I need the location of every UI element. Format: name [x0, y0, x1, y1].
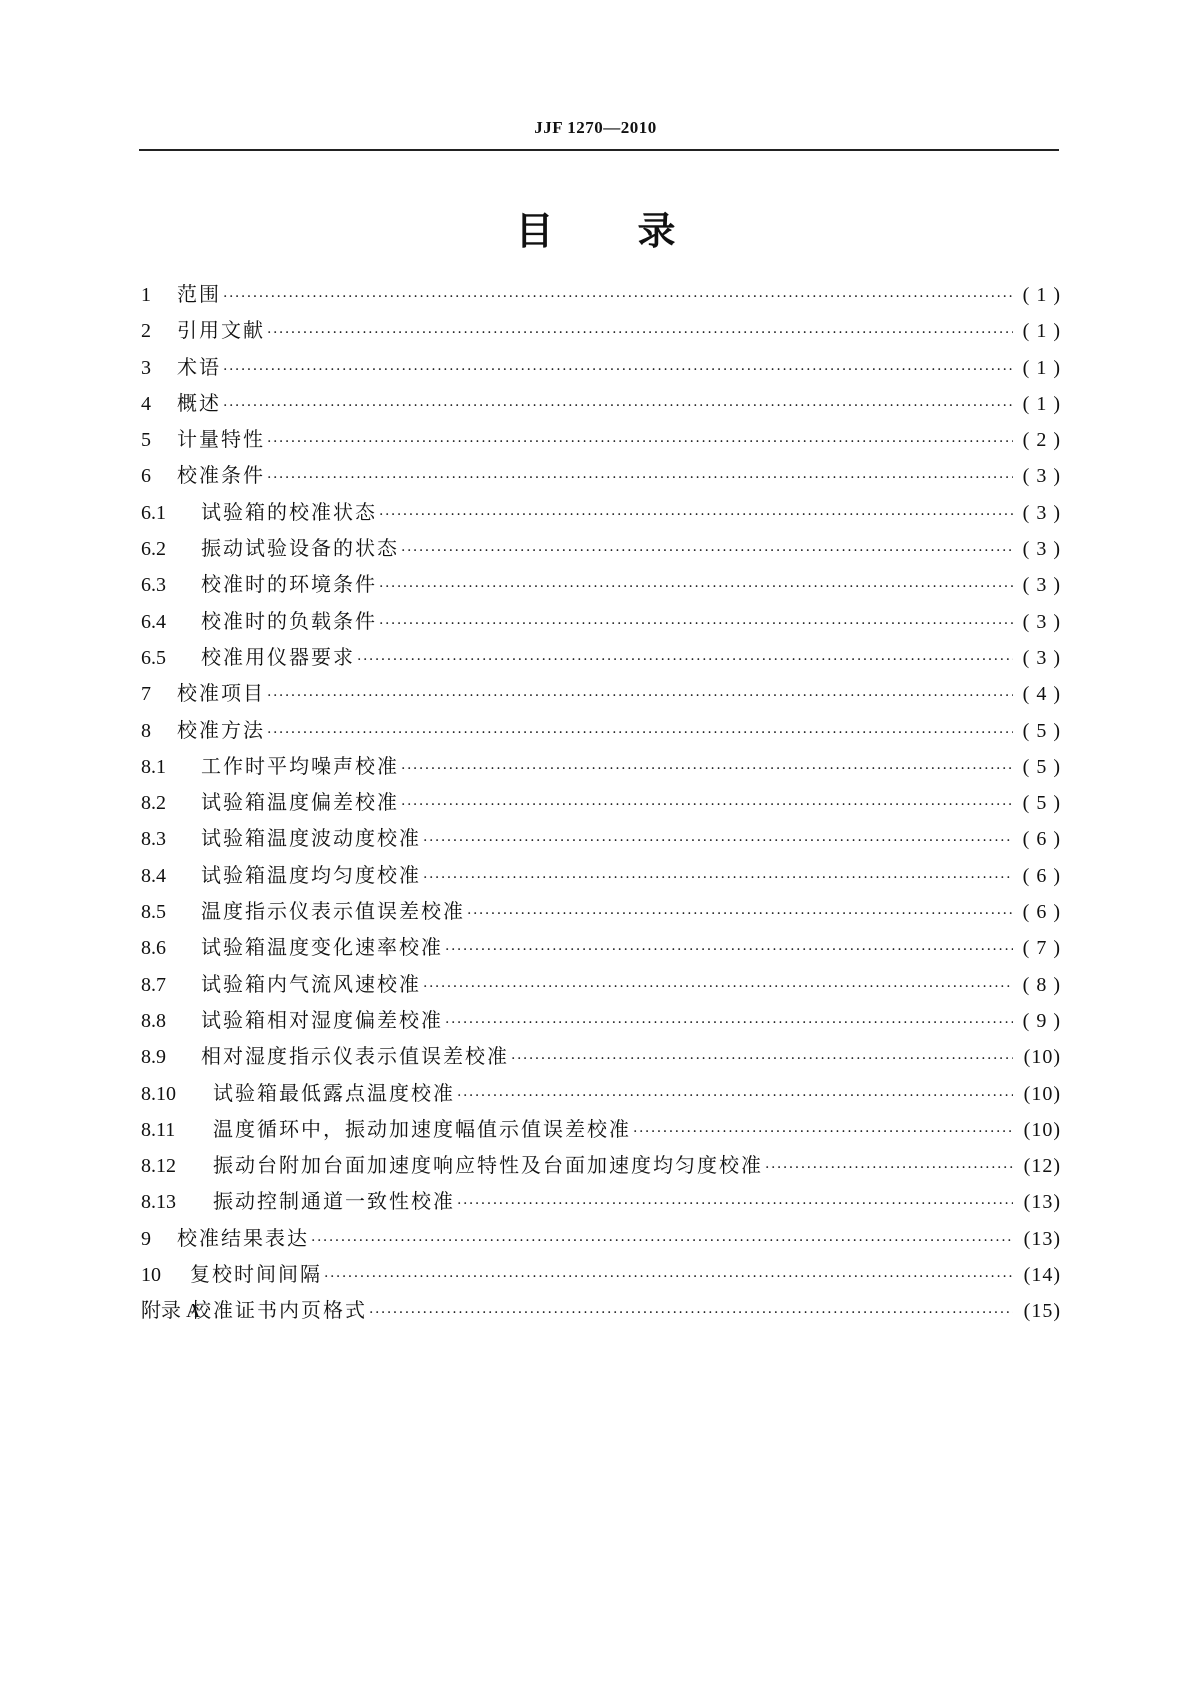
- dot-leader: [423, 979, 1013, 995]
- toc-entry-page: ( 3 ): [1022, 574, 1061, 597]
- toc-entry[interactable]: [141, 750, 1061, 786]
- toc-entry-number: 6.2: [141, 538, 166, 561]
- toc-entry-number: 8.1: [141, 755, 166, 778]
- toc-entry[interactable]: [141, 1149, 1061, 1185]
- toc-entry-number: 3: [141, 356, 151, 379]
- toc-entry-title: 相对湿度指示仪表示值误差校准: [201, 1044, 509, 1069]
- toc-entry[interactable]: [141, 859, 1061, 895]
- toc-entry-page: (10): [1023, 1046, 1061, 1069]
- header-rule: [139, 149, 1059, 151]
- dot-leader: [457, 1088, 1013, 1104]
- toc-entry-number: 8: [141, 719, 151, 742]
- toc-entry[interactable]: [141, 496, 1061, 532]
- toc-entry[interactable]: [141, 1258, 1061, 1294]
- toc-entry-page: (10): [1023, 1082, 1061, 1105]
- toc-entry-number: 6.5: [141, 646, 166, 669]
- toc-entry-page: ( 1 ): [1022, 356, 1061, 379]
- toc-entry-title: 工作时平均噪声校准: [201, 753, 399, 778]
- page-title: [0, 200, 1191, 255]
- toc-entry-title: 校准用仪器要求: [201, 644, 355, 669]
- toc-entry-number: 2: [141, 320, 151, 343]
- toc-entry-page: ( 3 ): [1022, 538, 1061, 561]
- toc-entry-title: 引用文献: [177, 318, 265, 343]
- toc-entry-title: 校准时的环境条件: [201, 572, 377, 597]
- toc-entry[interactable]: [141, 1113, 1061, 1149]
- dot-leader: [445, 942, 1013, 958]
- toc-entry-title: 术语: [177, 354, 221, 379]
- toc-entry-number: 8.5: [141, 901, 166, 924]
- toc-entry-number: 9: [141, 1227, 151, 1250]
- toc-entry-title: 校准条件: [177, 463, 265, 488]
- toc-entry-page: (14): [1023, 1264, 1061, 1287]
- dot-leader: [223, 289, 1013, 305]
- toc-entry[interactable]: [141, 895, 1061, 931]
- toc-entry-number: 8.10: [141, 1082, 176, 1105]
- toc-entry[interactable]: [141, 931, 1061, 967]
- toc-entry[interactable]: [141, 459, 1061, 495]
- toc-entry-number: 附录 A: [141, 1300, 201, 1323]
- toc-entry-number: 8.7: [141, 973, 166, 996]
- toc-entry-title: 校准结果表达: [177, 1225, 309, 1250]
- toc-entry[interactable]: [141, 1294, 1061, 1330]
- dot-leader: [401, 543, 1013, 559]
- toc-entry-number: 8.6: [141, 937, 166, 960]
- dot-leader: [369, 1305, 1013, 1321]
- dot-leader: [311, 1233, 1013, 1249]
- dot-leader: [765, 1160, 1013, 1176]
- toc-entry-page: ( 6 ): [1022, 864, 1061, 887]
- toc-entry-page: ( 7 ): [1022, 937, 1061, 960]
- toc-entry-page: ( 1 ): [1022, 284, 1061, 306]
- title-char: 录: [637, 209, 676, 253]
- toc-entry-title: 校准时的负载条件: [201, 608, 377, 633]
- document-code-header: JJF 1270—2010: [534, 118, 657, 137]
- dot-leader: [324, 1269, 1013, 1285]
- toc-entry-page: ( 5 ): [1022, 792, 1061, 815]
- toc-entry-number: 1: [141, 284, 151, 306]
- dot-leader: [457, 1196, 1013, 1212]
- toc-entry-page: ( 5 ): [1022, 719, 1061, 742]
- toc-entry[interactable]: [141, 1222, 1061, 1258]
- toc-entry-title: 试验箱温度变化速率校准: [201, 935, 443, 960]
- toc-entry-number: 6.4: [141, 610, 166, 633]
- dot-leader: [223, 398, 1013, 414]
- toc-entry-page: (12): [1023, 1155, 1061, 1178]
- toc-entry-number: 6: [141, 465, 151, 488]
- dot-leader: [379, 579, 1013, 595]
- toc-entry-number: 8.12: [141, 1155, 176, 1178]
- toc-entry[interactable]: [141, 1004, 1061, 1040]
- toc-entry-page: ( 3 ): [1022, 465, 1061, 488]
- toc-entry-page: (13): [1023, 1227, 1061, 1250]
- dot-leader: [401, 761, 1013, 777]
- toc-entry-page: ( 5 ): [1022, 755, 1061, 778]
- toc-entry[interactable]: [141, 314, 1061, 350]
- toc-entry-page: ( 6 ): [1022, 901, 1061, 924]
- toc-entry-title: 范围: [177, 282, 221, 306]
- toc-entry-page: ( 3 ): [1022, 646, 1061, 669]
- toc-entry-title: 复校时间间隔: [190, 1262, 322, 1287]
- dot-leader: [267, 434, 1013, 450]
- dot-leader: [467, 906, 1013, 922]
- toc-entry-page: ( 1 ): [1022, 320, 1061, 343]
- dot-leader: [379, 507, 1013, 523]
- toc-entry[interactable]: [141, 351, 1061, 387]
- toc-entry-page: ( 6 ): [1022, 828, 1061, 851]
- toc-entry-number: 8.9: [141, 1046, 166, 1069]
- toc-entry-page: ( 8 ): [1022, 973, 1061, 996]
- dot-leader: [267, 725, 1013, 741]
- toc-entry[interactable]: [141, 387, 1061, 423]
- toc-entry[interactable]: [141, 641, 1061, 677]
- dot-leader: [511, 1051, 1013, 1067]
- toc-entry[interactable]: [141, 822, 1061, 858]
- toc-entry-title: 试验箱最低露点温度校准: [213, 1080, 455, 1105]
- dot-leader: [423, 870, 1013, 886]
- toc-entry-page: ( 9 ): [1022, 1009, 1061, 1032]
- toc-entry-title: 概述: [177, 390, 221, 415]
- toc-entry-number: 8.13: [141, 1191, 176, 1214]
- dot-leader: [267, 325, 1013, 341]
- toc-entry-title: 校准项目: [177, 681, 265, 706]
- toc-entry-title: 试验箱温度偏差校准: [201, 790, 399, 815]
- dot-leader: [633, 1124, 1013, 1140]
- toc-entry-number: 4: [141, 392, 151, 415]
- toc-entry-title: 试验箱的校准状态: [201, 499, 377, 524]
- dot-leader: [379, 616, 1013, 632]
- toc-entry-number: 8.11: [141, 1118, 176, 1141]
- toc-entry[interactable]: [141, 786, 1061, 822]
- toc-entry[interactable]: [141, 677, 1061, 713]
- dot-leader: [267, 688, 1013, 704]
- toc-entry-page: (10): [1023, 1118, 1061, 1141]
- toc-entry-title: 温度指示仪表示值误差校准: [201, 899, 465, 924]
- toc-entry-title: 振动控制通道一致性校准: [213, 1189, 455, 1214]
- dot-leader: [267, 470, 1013, 486]
- toc-entry[interactable]: [141, 714, 1061, 750]
- toc-entry[interactable]: [141, 1040, 1061, 1076]
- dot-leader: [223, 362, 1013, 378]
- toc-entry[interactable]: [141, 1185, 1061, 1221]
- toc-entry-number: 6.1: [141, 501, 166, 524]
- toc-entry[interactable]: [141, 423, 1061, 459]
- toc-entry-title: 温度循环中，振动加速度幅值示值误差校准: [213, 1116, 631, 1141]
- toc-entry-page: ( 3 ): [1022, 501, 1061, 524]
- toc-entry[interactable]: [141, 532, 1061, 568]
- toc-entry-title: 振动台附加台面加速度响应特性及台面加速度均匀度校准: [213, 1153, 763, 1178]
- toc-entry-number: 5: [141, 429, 151, 452]
- toc-entry-number: 10: [141, 1264, 161, 1287]
- toc-entry-page: ( 2 ): [1022, 429, 1061, 452]
- toc-entry-title: 校准证书内页格式: [191, 1298, 367, 1323]
- dot-leader: [423, 833, 1013, 849]
- toc-entry-title: 试验箱温度波动度校准: [201, 826, 421, 851]
- dot-leader: [445, 1015, 1013, 1031]
- toc-entry-number: 8.8: [141, 1009, 166, 1032]
- toc-entry[interactable]: [141, 278, 1061, 314]
- toc-entry[interactable]: [141, 605, 1061, 641]
- toc-entry[interactable]: [141, 968, 1061, 1004]
- toc-entry-title: 试验箱内气流风速校准: [201, 971, 421, 996]
- toc-entry-page: ( 3 ): [1022, 610, 1061, 633]
- toc-entry-title: 试验箱相对湿度偏差校准: [201, 1007, 443, 1032]
- toc-entry[interactable]: [141, 1077, 1061, 1113]
- toc-entry-page: (13): [1023, 1191, 1061, 1214]
- toc-entry-number: 8.3: [141, 828, 166, 851]
- title-char: 目: [515, 209, 554, 253]
- toc-entry-number: 8.2: [141, 792, 166, 815]
- toc-entry-title: 试验箱温度均匀度校准: [201, 862, 421, 887]
- toc-entry-number: 7: [141, 683, 151, 706]
- toc-entry-page: (15): [1023, 1300, 1061, 1323]
- dot-leader: [357, 652, 1013, 668]
- toc-entry-title: 计量特性: [177, 427, 265, 452]
- toc-entry-title: 校准方法: [177, 717, 265, 742]
- toc-entry-page: ( 4 ): [1022, 683, 1061, 706]
- table-of-contents: [141, 278, 1061, 1331]
- toc-entry-title: 振动试验设备的状态: [201, 536, 399, 561]
- toc-entry-number: 8.4: [141, 864, 166, 887]
- toc-entry[interactable]: [141, 568, 1061, 604]
- toc-entry-page: ( 1 ): [1022, 392, 1061, 415]
- toc-entry-number: 6.3: [141, 574, 166, 597]
- dot-leader: [401, 797, 1013, 813]
